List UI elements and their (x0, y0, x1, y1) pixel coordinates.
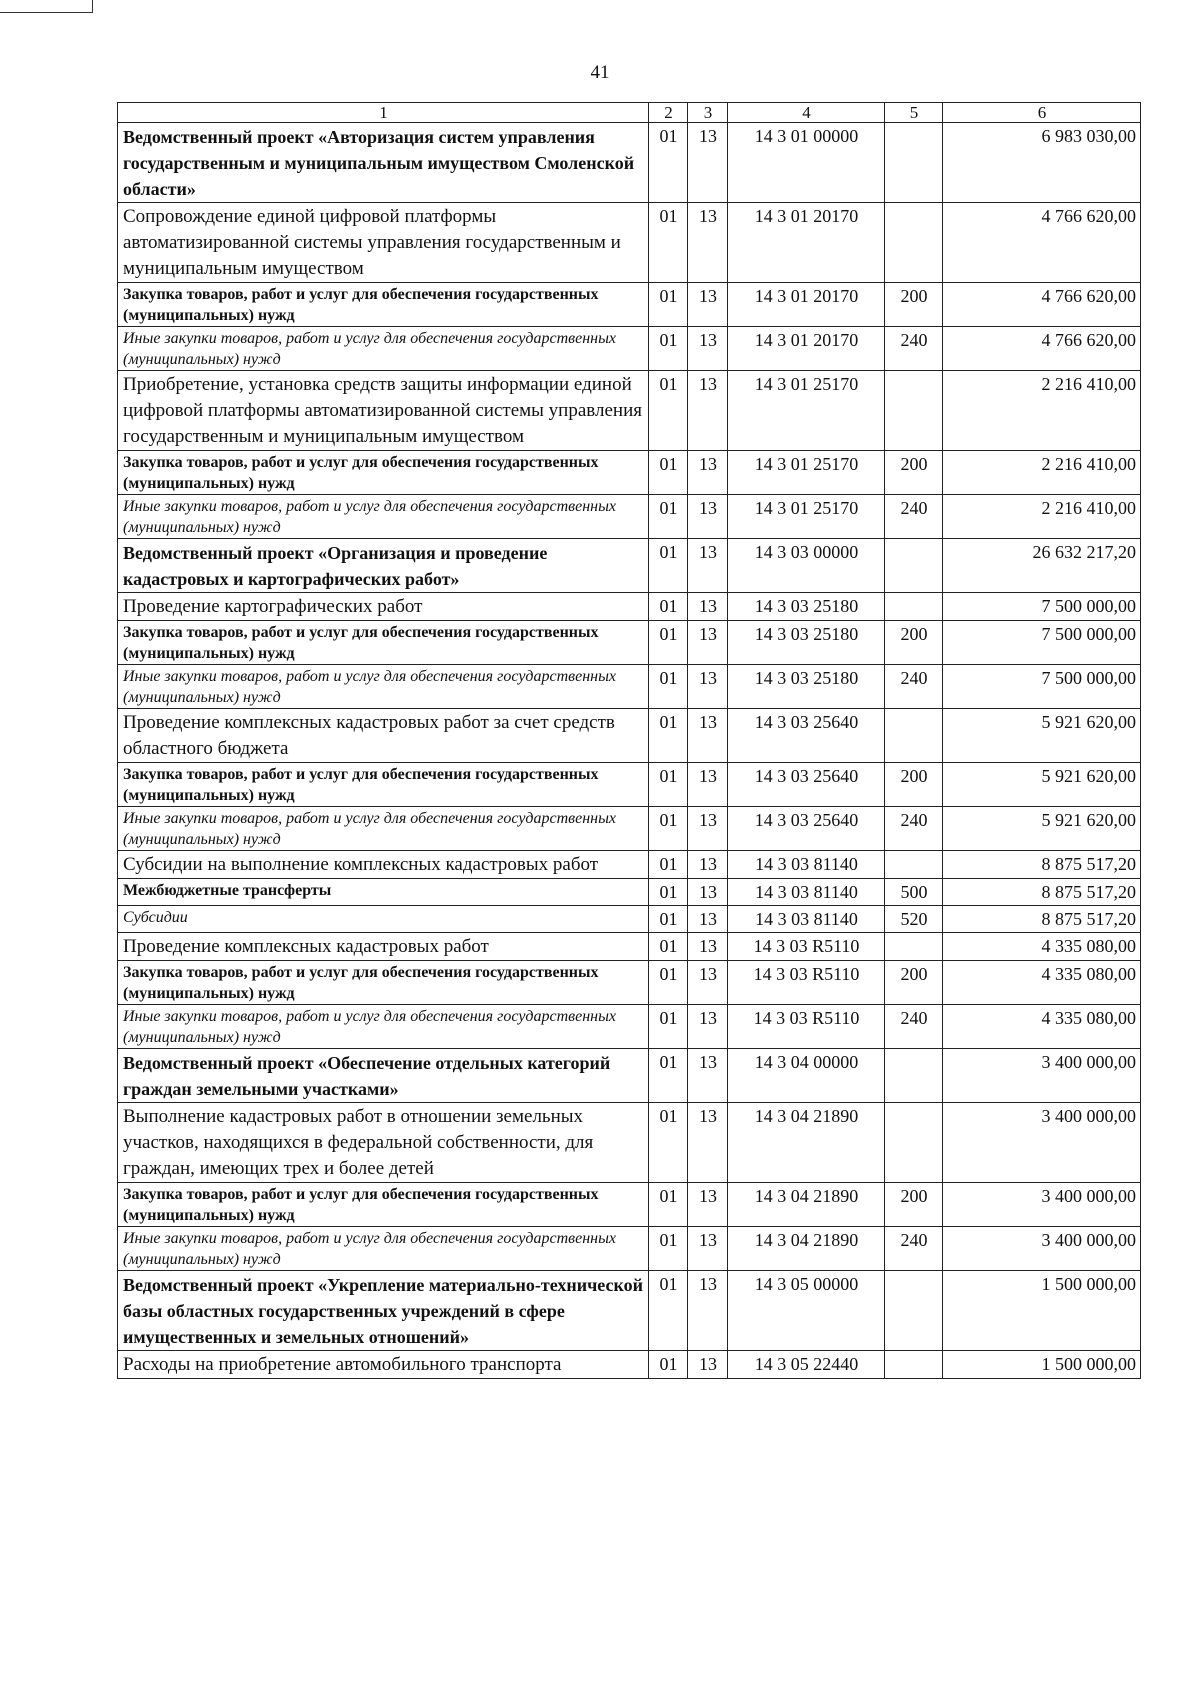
target-article-code: 14 3 03 81140 (728, 851, 885, 879)
section-code: 01 (649, 807, 688, 851)
item-name: Проведение комплексных кадастровых работ за счет средств областного бюджета (118, 709, 649, 763)
amount: 5 921 620,00 (943, 807, 1141, 851)
section-code: 01 (649, 593, 688, 621)
target-article-code: 14 3 04 00000 (728, 1049, 885, 1103)
subsection-code: 13 (688, 1103, 728, 1183)
amount: 1 500 000,00 (943, 1351, 1141, 1379)
section-code: 01 (649, 495, 688, 539)
section-code: 01 (649, 1227, 688, 1271)
expense-type-code (885, 851, 943, 879)
subsection-code: 13 (688, 203, 728, 283)
subsection-code: 13 (688, 539, 728, 593)
table-row (118, 1183, 1141, 1227)
subsection-code: 13 (688, 451, 728, 495)
item-name: Закупка товаров, работ и услуг для обеспечения государственных (муниципальных) нужд (118, 283, 649, 327)
section-code: 01 (649, 665, 688, 709)
section-code: 01 (649, 1103, 688, 1183)
expense-type-code: 200 (885, 283, 943, 327)
subsection-code: 13 (688, 807, 728, 851)
table-row (118, 1227, 1141, 1271)
item-name: Ведомственный проект «Организация и проведение кадастровых и картографических работ» (118, 539, 649, 593)
amount: 5 921 620,00 (943, 763, 1141, 807)
table-row (118, 763, 1141, 807)
item-name: Ведомственный проект «Обеспечение отдельных категорий граждан земельными участками» (118, 1049, 649, 1103)
subsection-code: 13 (688, 593, 728, 621)
target-article-code: 14 3 03 25640 (728, 807, 885, 851)
expense-type-code: 240 (885, 327, 943, 371)
expense-type-code: 240 (885, 1227, 943, 1271)
expense-type-code (885, 1103, 943, 1183)
expense-type-code: 240 (885, 665, 943, 709)
item-name: Субсидии на выполнение комплексных кадастровых работ (118, 851, 649, 879)
expense-type-code: 200 (885, 1183, 943, 1227)
expense-type-code (885, 933, 943, 961)
subsection-code: 13 (688, 933, 728, 961)
table-row (118, 1049, 1141, 1103)
table-row (118, 283, 1141, 327)
expense-type-code (885, 123, 943, 203)
table-row (118, 203, 1141, 283)
expense-type-code: 200 (885, 763, 943, 807)
subsection-code: 13 (688, 665, 728, 709)
item-name: Закупка товаров, работ и услуг для обеспечения государственных (муниципальных) нужд (118, 1183, 649, 1227)
section-code: 01 (649, 961, 688, 1005)
amount: 2 216 410,00 (943, 371, 1141, 451)
expense-type-code: 200 (885, 451, 943, 495)
table-row (118, 906, 1141, 933)
target-article-code: 14 3 04 21890 (728, 1227, 885, 1271)
target-article-code: 14 3 01 20170 (728, 203, 885, 283)
expense-type-code (885, 371, 943, 451)
target-article-code: 14 3 03 25640 (728, 709, 885, 763)
target-article-code: 14 3 04 21890 (728, 1103, 885, 1183)
section-code: 01 (649, 906, 688, 933)
target-article-code: 14 3 01 25170 (728, 451, 885, 495)
section-code: 01 (649, 371, 688, 451)
subsection-code: 13 (688, 1351, 728, 1379)
expense-type-code (885, 709, 943, 763)
subsection-code: 13 (688, 495, 728, 539)
target-article-code: 14 3 04 21890 (728, 1183, 885, 1227)
amount: 26 632 217,20 (943, 539, 1141, 593)
expense-type-code: 200 (885, 961, 943, 1005)
amount: 8 875 517,20 (943, 851, 1141, 879)
amount: 4 766 620,00 (943, 203, 1141, 283)
amount: 3 400 000,00 (943, 1103, 1141, 1183)
amount: 1 500 000,00 (943, 1271, 1141, 1351)
section-code: 01 (649, 1005, 688, 1049)
table-row (118, 709, 1141, 763)
table-row (118, 371, 1141, 451)
section-code: 01 (649, 327, 688, 371)
amount: 2 216 410,00 (943, 451, 1141, 495)
table-row (118, 539, 1141, 593)
table-body (118, 103, 1141, 1379)
amount: 2 216 410,00 (943, 495, 1141, 539)
amount: 3 400 000,00 (943, 1049, 1141, 1103)
section-code: 01 (649, 1271, 688, 1351)
subsection-code: 13 (688, 371, 728, 451)
target-article-code: 14 3 03 25180 (728, 665, 885, 709)
item-name: Межбюджетные трансферты (118, 879, 649, 906)
table-row (118, 621, 1141, 665)
target-article-code: 14 3 01 00000 (728, 123, 885, 203)
section-code: 01 (649, 621, 688, 665)
section-code: 01 (649, 539, 688, 593)
expense-type-code (885, 1351, 943, 1379)
item-name: Расходы на приобретение автомобильного транспорта (118, 1351, 649, 1379)
item-name: Закупка товаров, работ и услуг для обеспечения государственных (муниципальных) нужд (118, 763, 649, 807)
section-code: 01 (649, 851, 688, 879)
expense-type-code (885, 539, 943, 593)
column-number: 3 (688, 103, 728, 123)
section-code: 01 (649, 1049, 688, 1103)
expense-type-code (885, 1049, 943, 1103)
amount: 3 400 000,00 (943, 1227, 1141, 1271)
section-code: 01 (649, 283, 688, 327)
target-article-code: 14 3 03 R5110 (728, 933, 885, 961)
target-article-code: 14 3 03 25180 (728, 593, 885, 621)
table-row (118, 495, 1141, 539)
item-name: Проведение комплексных кадастровых работ (118, 933, 649, 961)
subsection-code: 13 (688, 621, 728, 665)
subsection-code: 13 (688, 283, 728, 327)
table-row (118, 879, 1141, 906)
expense-type-code: 240 (885, 495, 943, 539)
target-article-code: 14 3 03 81140 (728, 906, 885, 933)
scan-edge-mark (0, 0, 93, 13)
section-code: 01 (649, 933, 688, 961)
table-row (118, 1103, 1141, 1183)
table-row (118, 665, 1141, 709)
target-article-code: 14 3 01 25170 (728, 495, 885, 539)
subsection-code: 13 (688, 123, 728, 203)
table-row (118, 961, 1141, 1005)
item-name: Иные закупки товаров, работ и услуг для обеспечения государственных (муниципальных) нужд (118, 327, 649, 371)
column-numbers-row (118, 103, 1141, 123)
expense-type-code: 500 (885, 879, 943, 906)
expense-type-code: 200 (885, 621, 943, 665)
column-number: 5 (885, 103, 943, 123)
expense-type-code (885, 1271, 943, 1351)
section-code: 01 (649, 451, 688, 495)
target-article-code: 14 3 05 00000 (728, 1271, 885, 1351)
table-row (118, 593, 1141, 621)
item-name: Закупка товаров, работ и услуг для обеспечения государственных (муниципальных) нужд (118, 621, 649, 665)
item-name: Ведомственный проект «Укрепление материально-технической базы областных государственных учреждений в сфере имущественных и земельных отношений» (118, 1271, 649, 1351)
amount: 4 335 080,00 (943, 933, 1141, 961)
subsection-code: 13 (688, 851, 728, 879)
expense-type-code (885, 203, 943, 283)
item-name: Приобретение, установка средств защиты информации единой цифровой платформы автоматизированной системы управления государственным и муниципальным имуществом (118, 371, 649, 451)
table-row (118, 807, 1141, 851)
target-article-code: 14 3 03 81140 (728, 879, 885, 906)
table-row (118, 327, 1141, 371)
item-name: Закупка товаров, работ и услуг для обеспечения государственных (муниципальных) нужд (118, 961, 649, 1005)
item-name: Закупка товаров, работ и услуг для обеспечения государственных (муниципальных) нужд (118, 451, 649, 495)
expense-type-code: 240 (885, 807, 943, 851)
table-row (118, 1005, 1141, 1049)
amount: 3 400 000,00 (943, 1183, 1141, 1227)
section-code: 01 (649, 1183, 688, 1227)
amount: 4 766 620,00 (943, 327, 1141, 371)
target-article-code: 14 3 01 25170 (728, 371, 885, 451)
section-code: 01 (649, 763, 688, 807)
table-row (118, 933, 1141, 961)
subsection-code: 13 (688, 327, 728, 371)
subsection-code: 13 (688, 879, 728, 906)
amount: 4 335 080,00 (943, 1005, 1141, 1049)
subsection-code: 13 (688, 709, 728, 763)
target-article-code: 14 3 01 20170 (728, 283, 885, 327)
item-name: Проведение картографических работ (118, 593, 649, 621)
section-code: 01 (649, 1351, 688, 1379)
subsection-code: 13 (688, 1005, 728, 1049)
table-row (118, 451, 1141, 495)
column-number: 2 (649, 103, 688, 123)
subsection-code: 13 (688, 1271, 728, 1351)
subsection-code: 13 (688, 906, 728, 933)
item-name: Иные закупки товаров, работ и услуг для обеспечения государственных (муниципальных) нужд (118, 1227, 649, 1271)
expense-type-code (885, 593, 943, 621)
section-code: 01 (649, 123, 688, 203)
item-name: Ведомственный проект «Авторизация систем управления государственным и муниципальным имуществом Смоленской области» (118, 123, 649, 203)
item-name: Иные закупки товаров, работ и услуг для обеспечения государственных (муниципальных) нужд (118, 807, 649, 851)
subsection-code: 13 (688, 1049, 728, 1103)
item-name: Выполнение кадастровых работ в отношении земельных участков, находящихся в федеральной собственности, для граждан, имеющих трех и более детей (118, 1103, 649, 1183)
target-article-code: 14 3 03 R5110 (728, 1005, 885, 1049)
section-code: 01 (649, 879, 688, 906)
column-number: 4 (728, 103, 885, 123)
section-code: 01 (649, 203, 688, 283)
item-name: Сопровождение единой цифровой платформы автоматизированной системы управления государственным и муниципальным имуществом (118, 203, 649, 283)
amount: 6 983 030,00 (943, 123, 1141, 203)
table-row (118, 851, 1141, 879)
expense-type-code: 240 (885, 1005, 943, 1049)
amount: 4 766 620,00 (943, 283, 1141, 327)
budget-table (117, 102, 1141, 1379)
subsection-code: 13 (688, 1227, 728, 1271)
target-article-code: 14 3 03 25180 (728, 621, 885, 665)
table-row (118, 123, 1141, 203)
item-name: Иные закупки товаров, работ и услуг для обеспечения государственных (муниципальных) нужд (118, 665, 649, 709)
target-article-code: 14 3 03 R5110 (728, 961, 885, 1005)
expense-type-code: 520 (885, 906, 943, 933)
table-row (118, 1271, 1141, 1351)
amount: 8 875 517,20 (943, 879, 1141, 906)
amount: 5 921 620,00 (943, 709, 1141, 763)
item-name: Иные закупки товаров, работ и услуг для обеспечения государственных (муниципальных) нужд (118, 495, 649, 539)
item-name: Субсидии (118, 906, 649, 933)
section-code: 01 (649, 709, 688, 763)
target-article-code: 14 3 01 20170 (728, 327, 885, 371)
page-number: 41 (590, 62, 610, 83)
amount: 4 335 080,00 (943, 961, 1141, 1005)
subsection-code: 13 (688, 1183, 728, 1227)
subsection-code: 13 (688, 961, 728, 1005)
item-name: Иные закупки товаров, работ и услуг для обеспечения государственных (муниципальных) нужд (118, 1005, 649, 1049)
table-row (118, 1351, 1141, 1379)
amount: 7 500 000,00 (943, 593, 1141, 621)
amount: 7 500 000,00 (943, 621, 1141, 665)
target-article-code: 14 3 03 25640 (728, 763, 885, 807)
target-article-code: 14 3 05 22440 (728, 1351, 885, 1379)
target-article-code: 14 3 03 00000 (728, 539, 885, 593)
subsection-code: 13 (688, 763, 728, 807)
amount: 8 875 517,20 (943, 906, 1141, 933)
column-number: 6 (943, 103, 1141, 123)
column-number: 1 (118, 103, 649, 123)
amount: 7 500 000,00 (943, 665, 1141, 709)
